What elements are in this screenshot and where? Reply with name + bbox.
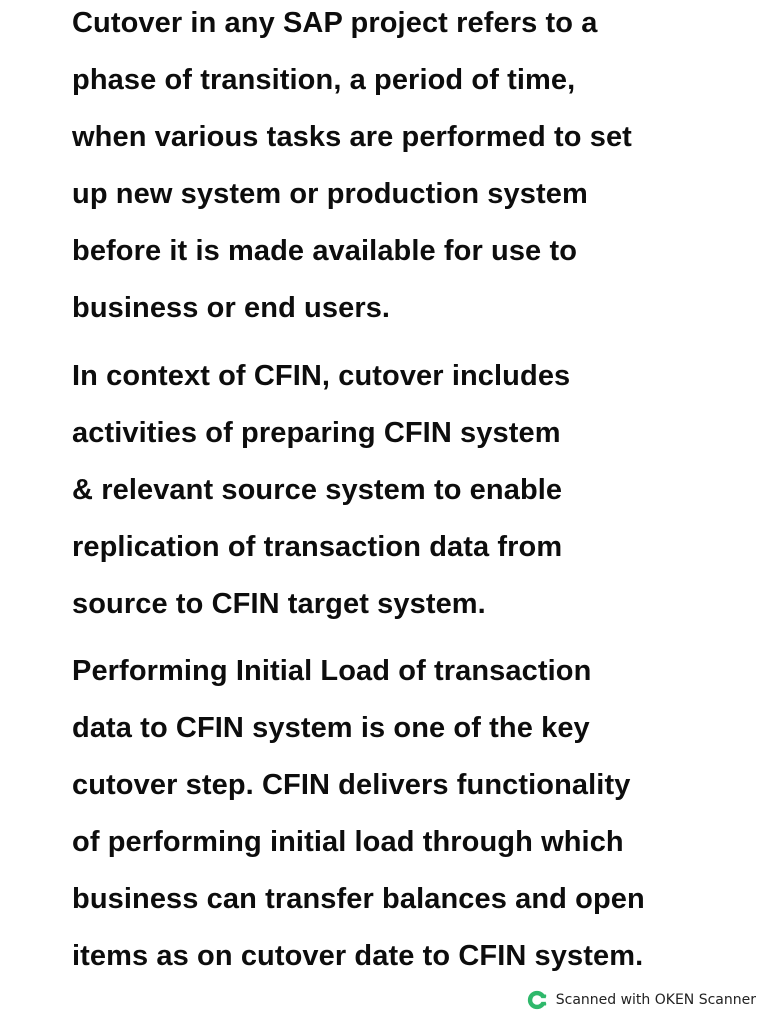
text-line: items as on cutover date to CFIN system. <box>72 940 644 972</box>
text-line: source to CFIN target system. <box>72 588 486 620</box>
text-line: replication of transaction data from <box>72 531 563 563</box>
text-line: of performing initial load through which <box>72 826 624 858</box>
text-line: & relevant source system to enable <box>72 474 563 506</box>
oken-scanner-logo-icon <box>526 989 548 1011</box>
paragraph-initial-load <box>72 643 752 985</box>
text-line: up new system or production system <box>72 178 588 210</box>
text-line: activities of preparing CFIN system <box>72 417 561 449</box>
text-line: phase of transition, a period of time, <box>72 64 576 96</box>
text-line: when various tasks are performed to set <box>72 121 632 153</box>
text-line: business or end users. <box>72 292 391 324</box>
text-line: Cutover in any SAP project refers to a <box>72 7 598 39</box>
paragraph-cfin-context <box>72 348 752 633</box>
scanner-watermark <box>526 988 756 1012</box>
watermark-label: Scanned with OKEN Scanner <box>555 992 756 1008</box>
text-line: before it is made available for use to <box>72 235 578 267</box>
paragraph-cutover-definition <box>72 0 752 337</box>
text-line: Performing Initial Load of transaction <box>72 655 592 687</box>
text-line: cutover step. CFIN delivers functionality <box>72 769 631 801</box>
text-line: data to CFIN system is one of the key <box>72 712 590 744</box>
text-line: business can transfer balances and open <box>72 883 645 915</box>
text-line: In context of CFIN, cutover includes <box>72 360 571 392</box>
